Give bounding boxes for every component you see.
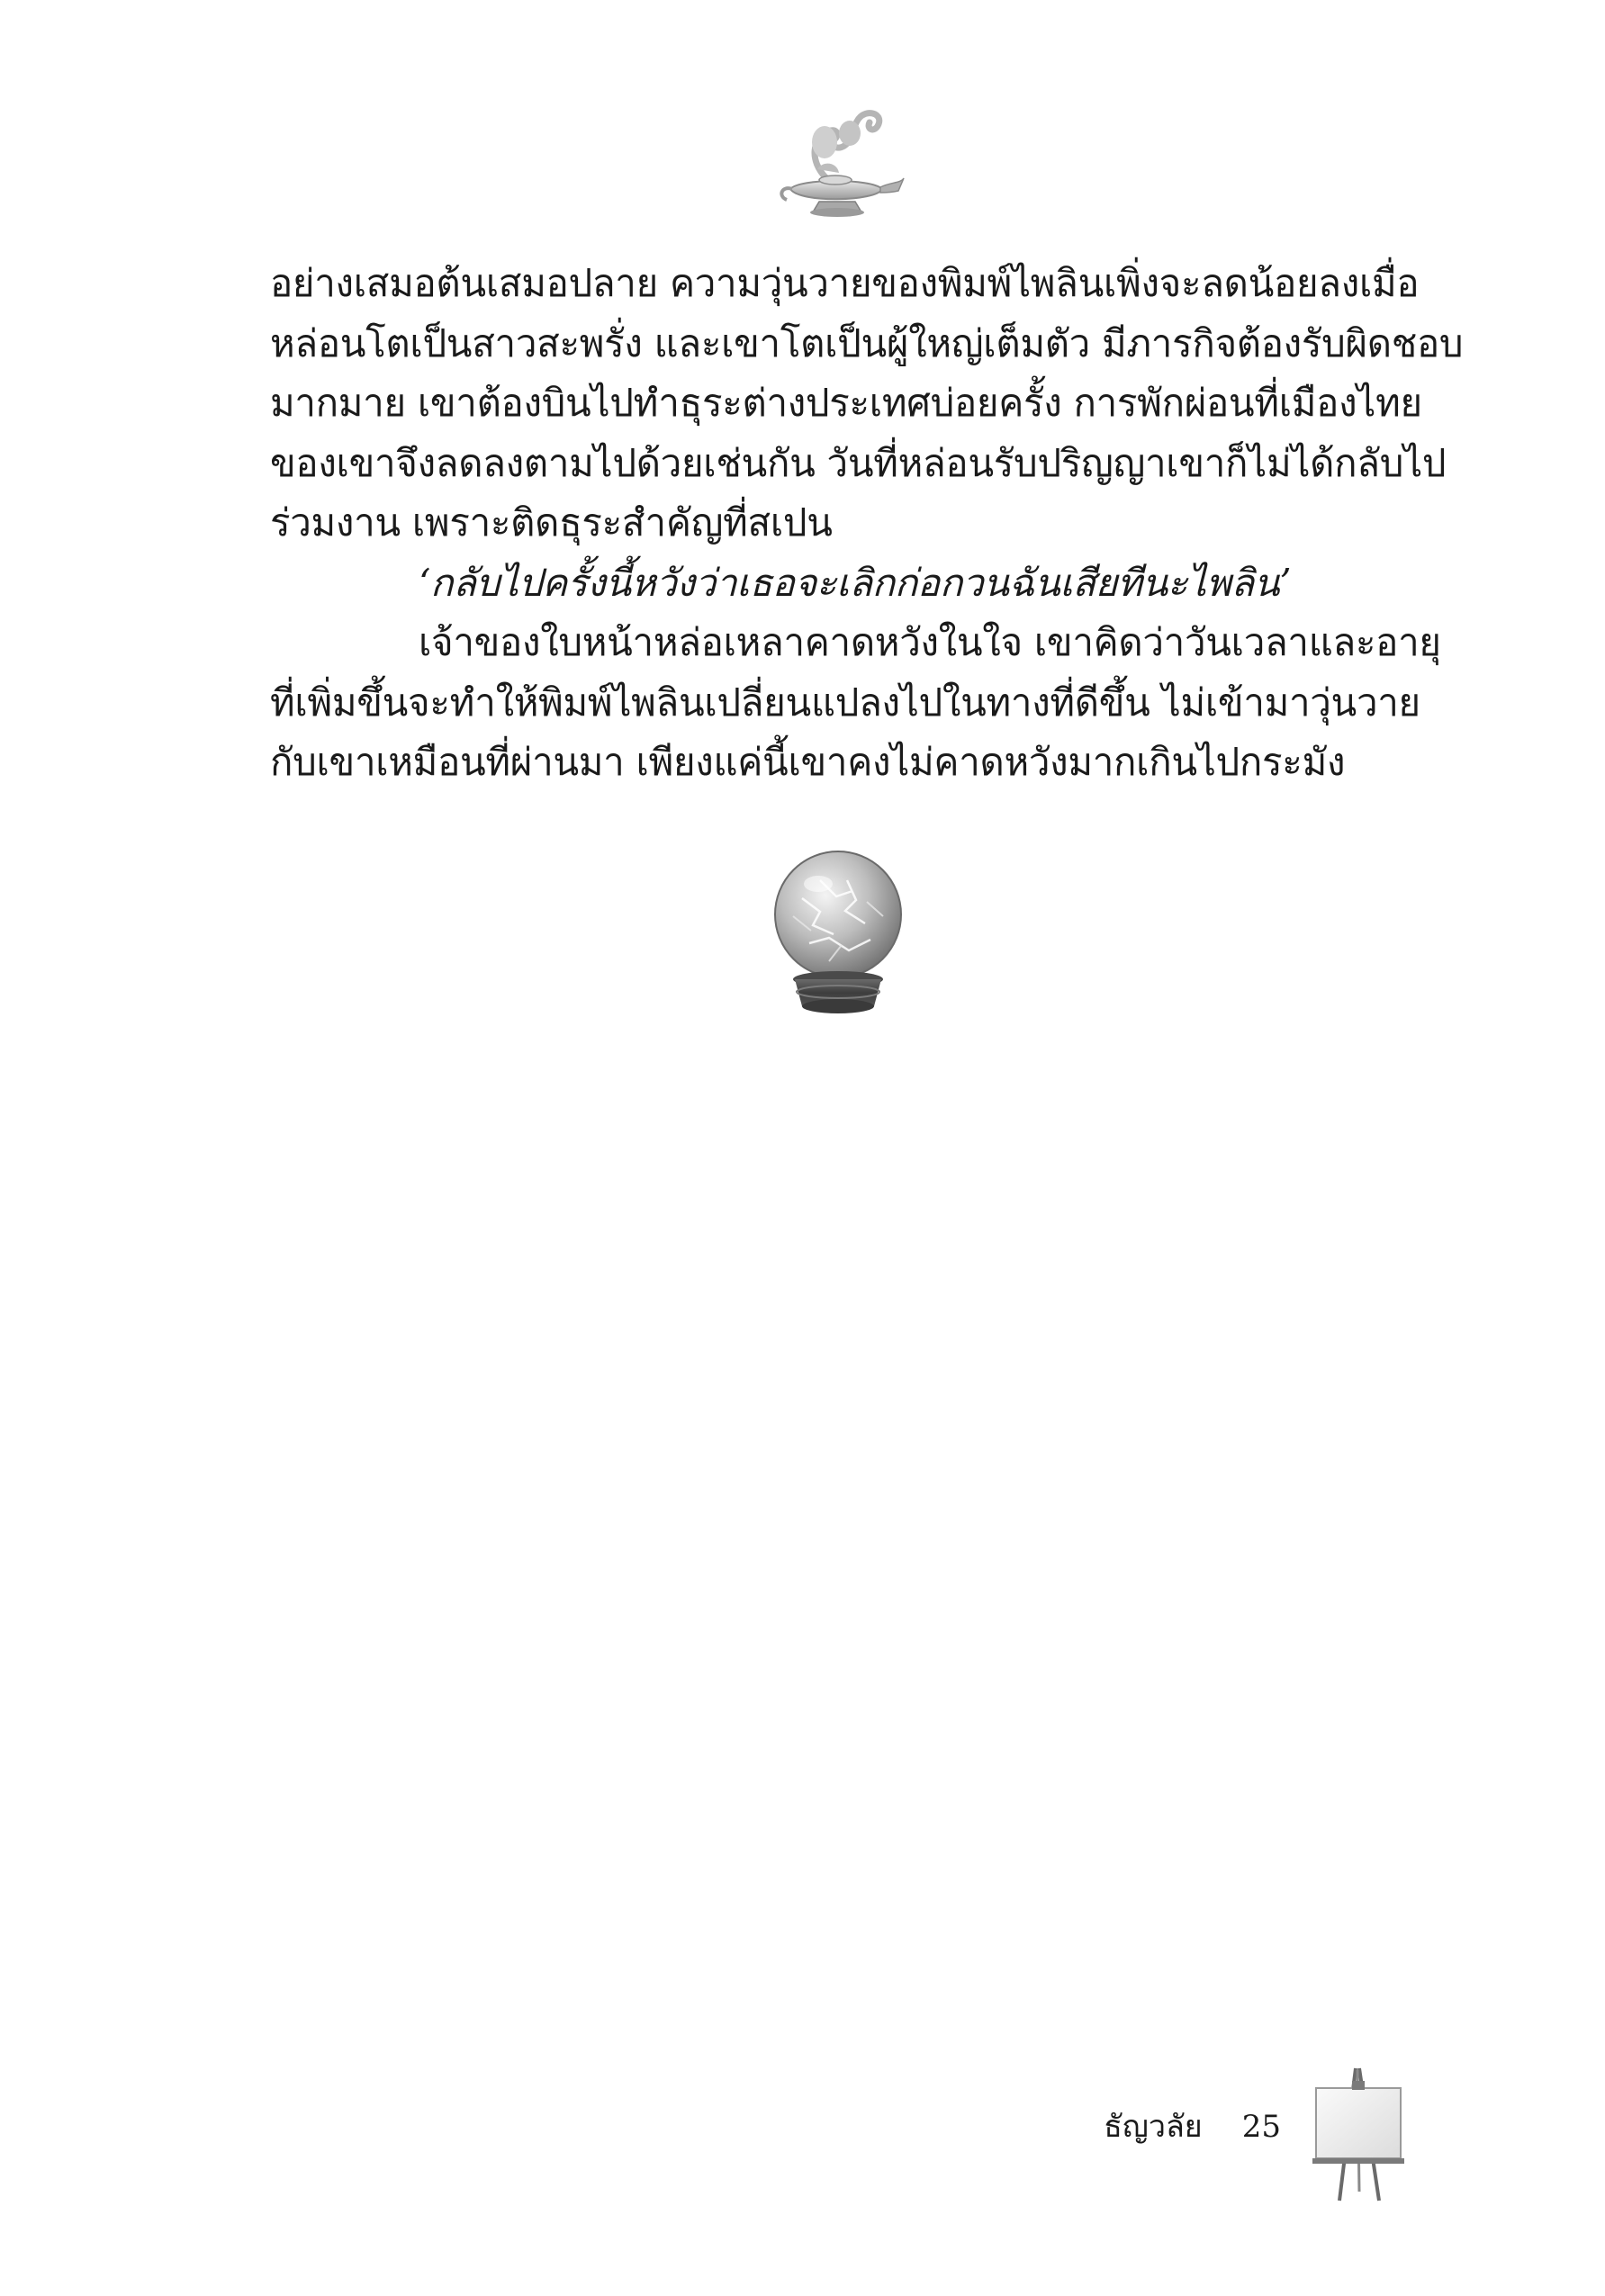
body-line: อย่างเสมอต้นเสมอปลาย ความวุ่นวายของพิมพ์ไพลินเพิ่งจะลดน้อยลงเมื่อ [270,261,1420,305]
body-line: กับเขาเหมือนที่ผ่านมา เพียงแค่นี้เขาคงไม่คาดหวังมากเกินไปกระมัง [270,740,1346,784]
magic-lamp-genie-icon [772,106,907,228]
page-footer [0,2061,1605,2205]
body-line: ที่เพิ่มขึ้นจะทำให้พิมพ์ไพลินเปลี่ยนแปลงไปในทางที่ดีขึ้น ไม่เข้ามาวุ่นวาย [270,680,1420,725]
footer-text [1104,2102,1281,2150]
body-line: เจ้าของใบหน้าหล่อเหลาคาดหวังในใจ เขาคิดว่าวันเวลาและอายุ [419,620,1441,664]
author-name: ธัญวลัย [1104,2109,1203,2145]
easel-icon [1303,2061,1411,2205]
page-number: 25 [1241,2109,1281,2145]
chapter-body [270,254,1464,793]
body-line: หล่อนโตเป็นสาวสะพรั่ง และเขาโตเป็นผู้ใหญ่เต็มตัว มีภารกิจต้องรับผิดชอบ [270,320,1464,365]
inner-thought-quote: ‘กลับไปครั้งนี้หวังว่าเธอจะเลิกก่อกวนฉันเสียทีนะไพลิน’ [419,560,1292,605]
crystal-ball-icon [766,844,910,1024]
body-line: มากมาย เขาต้องบินไปทำธุระต่างประเทศบ่อยครั้ง การพักผ่อนที่เมืองไทย [270,381,1422,425]
body-line: ร่วมงาน เพราะติดธุระสำคัญที่สเปน [270,500,833,545]
body-line: ของเขาจึงลดลงตามไปด้วยเช่นกัน วันที่หล่อนรับปริญญาเขาก็ไม่ได้กลับไป [270,440,1447,485]
